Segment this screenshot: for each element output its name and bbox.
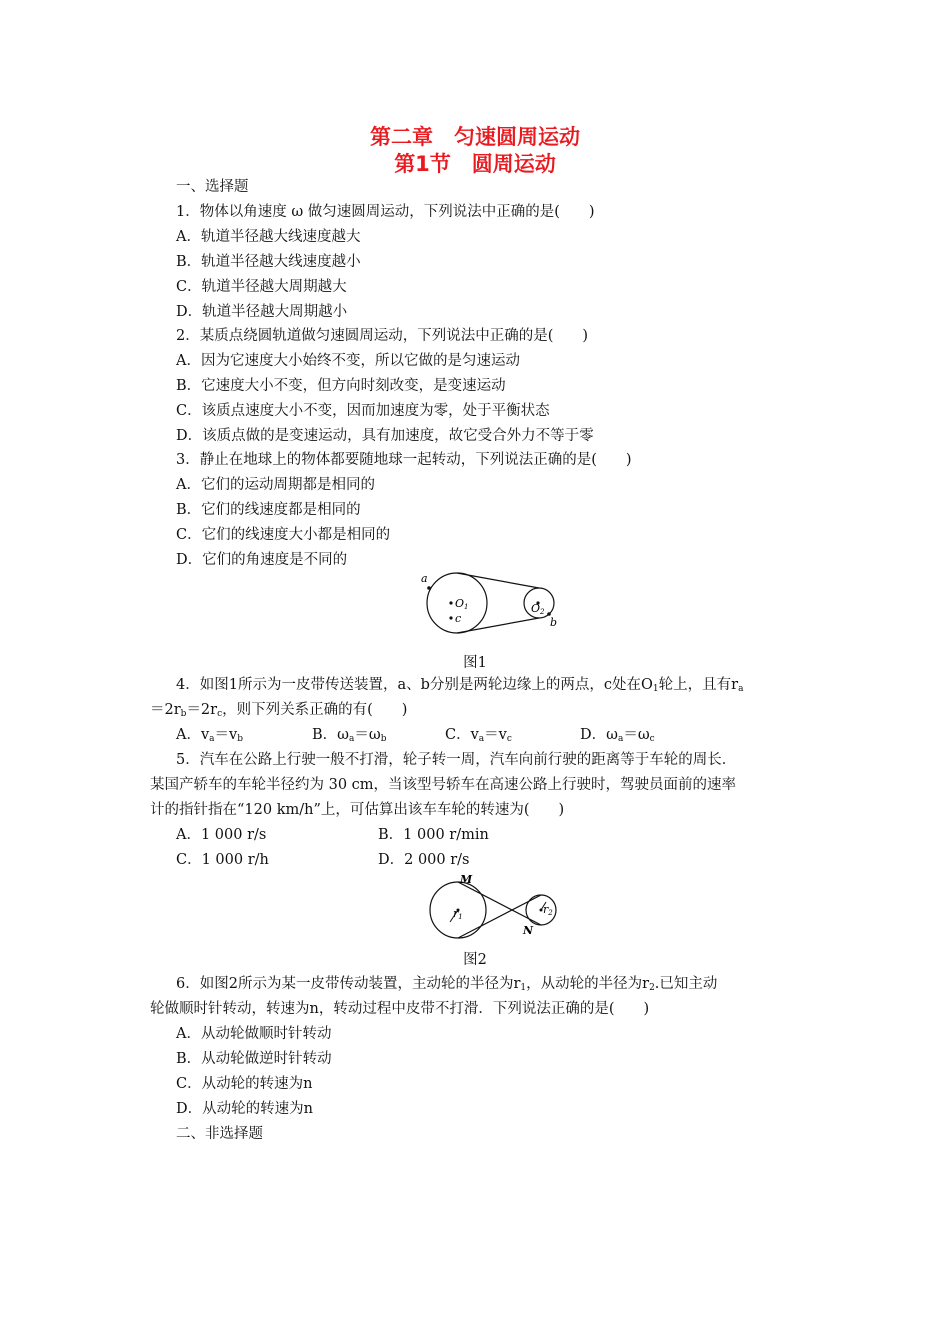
q4-option-b: B．$\omega_a=\omega_b$ <box>312 727 387 744</box>
chapter-title: 第二章 匀速圆周运动 <box>370 125 580 149</box>
belt-top <box>457 573 539 588</box>
q5-line-1: 5．汽车在公路上行驶一般不打滑，轮子转一周，汽车向前行驶的距离等于车轮的周长． <box>176 752 737 768</box>
q5-option-d: D．2 000 r/s <box>378 852 470 868</box>
q2-option-b: B．它速度大小不变，但方向时刻改变，是变速运动 <box>176 378 506 394</box>
q3-option-c: C．它们的线速度大小都是相同的 <box>176 527 391 543</box>
point-a <box>427 586 431 590</box>
q2-option-c: C．该质点速度大小不变，因而加速度为零，处于平衡状态 <box>176 403 550 419</box>
figure-2-crossed-belt-diagram <box>420 872 565 940</box>
q5-option-b: B．1 000 r/min <box>378 827 489 843</box>
q1-option-b: B．轨道半径越大线速度越小 <box>176 254 361 270</box>
label-r1: r1 <box>453 907 463 921</box>
q3-option-b: B．它们的线速度都是相同的 <box>176 502 361 518</box>
heading-choice: 一、选择题 <box>176 179 249 195</box>
q5-option-a: A．1 000 r/s <box>176 827 267 843</box>
label-o2: O2 <box>531 602 545 616</box>
q4-line-2: $=2r_b=2r_c$，则下列关系正确的有( ) <box>150 702 408 719</box>
q1-option-c: C．轨道半径越大周期越大 <box>176 279 347 295</box>
figure-1-belt-diagram <box>415 570 565 634</box>
q6-option-b: B．从动轮做逆时针转动 <box>176 1051 332 1067</box>
label-N: N <box>523 924 534 937</box>
q1-option-d: D．轨道半径越大周期越小 <box>176 304 348 320</box>
q5-line-2: 某国产轿车的车轮半径约为 30 cm，当该型号轿车在高速公路上行驶时，驾驶员面前的速率 <box>150 777 737 793</box>
q6-line-1: 6．如图2所示为某一皮带传动装置，主动轮的半径为$r_1$，从动轮的半径为$r_2$.已知主动 <box>176 976 718 993</box>
q6-option-a: A．从动轮做顺时针转动 <box>176 1026 332 1042</box>
figure-1-caption: 图1 <box>463 655 487 671</box>
heading-non-choice: 二、非选择题 <box>176 1126 263 1142</box>
q5-option-c: C．1 000 r/h <box>176 852 269 868</box>
belt-cross-1 <box>458 882 541 925</box>
q3-stem: 3．静止在地球上的物体都要随地球一起转动，下列说法正确的是( ) <box>176 452 632 468</box>
q4-option-d: D．$\omega_a=\omega_c$ <box>580 727 655 744</box>
q6-line-2: 轮做顺时针转动，转速为n，转动过程中皮带不打滑．下列说法正确的是( ) <box>150 1001 650 1017</box>
q3-option-a: A．它们的运动周期都是相同的 <box>176 477 375 493</box>
q1-option-a: A．轨道半径越大线速度越大 <box>176 229 361 245</box>
label-b: b <box>550 616 558 629</box>
q4-option-c: C．$v_a=v_c$ <box>445 727 512 744</box>
point-c <box>449 616 452 619</box>
label-o1: O1 <box>455 597 469 611</box>
figure-2-caption: 图2 <box>463 952 487 968</box>
q4-option-a: A．$v_a=v_b$ <box>176 727 244 744</box>
q6-option-d: D．从动轮的转速为n <box>176 1101 313 1117</box>
q1-stem: 1．物体以角速度 ω 做匀速圆周运动，下列说法中正确的是( ) <box>176 204 595 220</box>
section-title: 第1节 圆周运动 <box>394 152 556 176</box>
belt-bottom <box>457 618 539 633</box>
q5-line-3: 计的指针指在“120 km/h”上，可估算出该车车轮的转速为( ) <box>150 802 565 818</box>
q2-option-a: A．因为它速度大小始终不变，所以它做的是匀速运动 <box>176 353 520 369</box>
q6-option-c: C．从动轮的转速为n <box>176 1076 313 1092</box>
q2-option-d: D．该质点做的是变速运动，具有加速度，故它受合外力不等于零 <box>176 428 594 444</box>
label-M: M <box>460 873 473 886</box>
label-a: a <box>421 572 428 585</box>
center-o1 <box>449 601 452 604</box>
q3-option-d: D．它们的角速度是不同的 <box>176 552 348 568</box>
label-r2: r2 <box>543 903 553 917</box>
label-c: c <box>455 612 462 625</box>
q4-line-1: 4．如图1所示为一皮带传送装置，a、b分别是两轮边缘上的两点，c处在$O_1$轮上，且有$r_a$ <box>176 677 744 694</box>
q2-stem: 2．某质点绕圆轨道做匀速圆周运动，下列说法中正确的是( ) <box>176 328 589 344</box>
